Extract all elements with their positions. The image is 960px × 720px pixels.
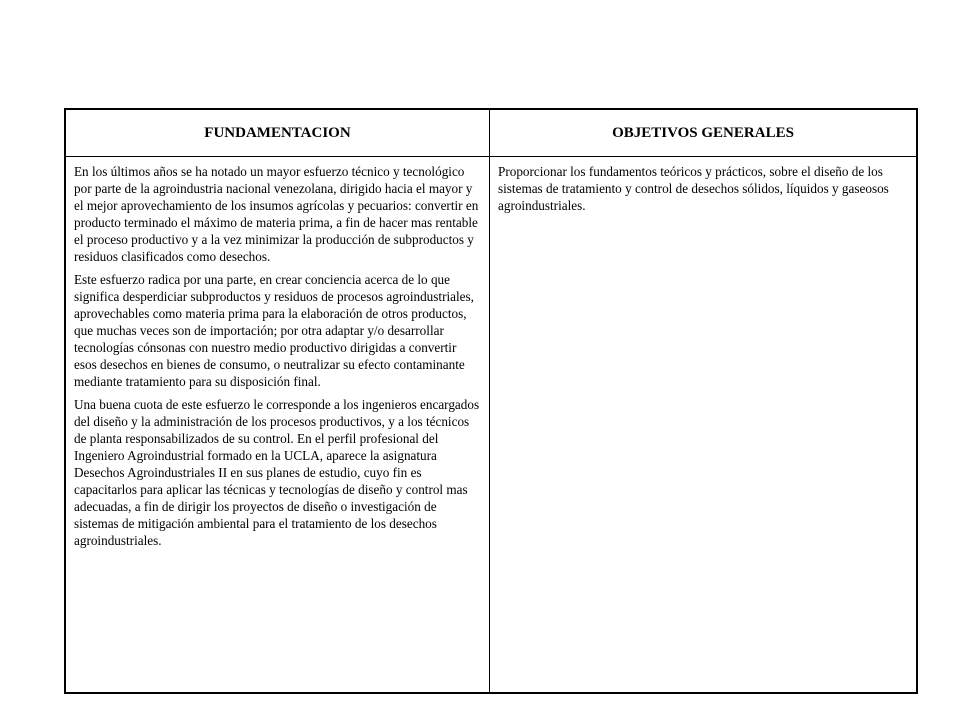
objetivos-text: Proporcionar los fundamentos teóricos y prácticos, sobre el diseño de los sistemas de tratamiento y control de desechos sólidos, líquidos y gaseosos agroindustriales.	[498, 164, 889, 213]
fundamentacion-cell	[66, 157, 490, 692]
fundamentacion-paragraph-1: En los últimos años se ha notado un mayor esfuerzo técnico y tecnológico por parte de la agroindustria nacional venezolana, dirigido hacia el mayor y el mejor aprovechamiento de los insumos agrícolas y pecuarios: convertir en producto terminado el máximo de materia prima, a fin de hacer mas rentable el proceso productivo y a la vez minimizar la producción de subproductos y residuos clasificados como desechos.	[74, 164, 479, 264]
objetivos-cell	[490, 157, 916, 692]
content-table	[64, 108, 918, 694]
header-objetivos-generales: OBJETIVOS GENERALES	[490, 110, 916, 157]
header-fundamentacion: FUNDAMENTACION	[66, 110, 490, 157]
fundamentacion-paragraph-2: Este esfuerzo radica por una parte, en crear conciencia acerca de lo que significa desperdiciar subproductos y residuos de procesos agroindustriales, aprovechables como materia prima para la elaboración de otros productos, que muchas veces son de importación; por otra adaptar y/o desarrollar tecnologías cónsonas con nuestro medio productivo dirigidas a convertir esos desechos en bienes de consumo, o neutralizar su efecto contaminante mediante tratamiento para su disposición final.	[74, 272, 474, 389]
fundamentacion-paragraph-3: Una buena cuota de este esfuerzo le corresponde a los ingenieros encargados del diseño y la administración de los procesos productivos, y a los técnicos de planta responsabilizados de su control. En el perfil profesional del Ingeniero Agroindustrial formado en la UCLA, aparece la asignatura Desechos Agroindustriales II en sus planes de estudio, cuyo fin es capacitarlos para aplicar las técnicas y tecnologías de diseño y control mas adecuadas, a fin de dirigir los proyectos de diseño o investigación de sistemas de mitigación ambiental para el tratamiento de los desechos agroindustriales.	[74, 397, 480, 548]
